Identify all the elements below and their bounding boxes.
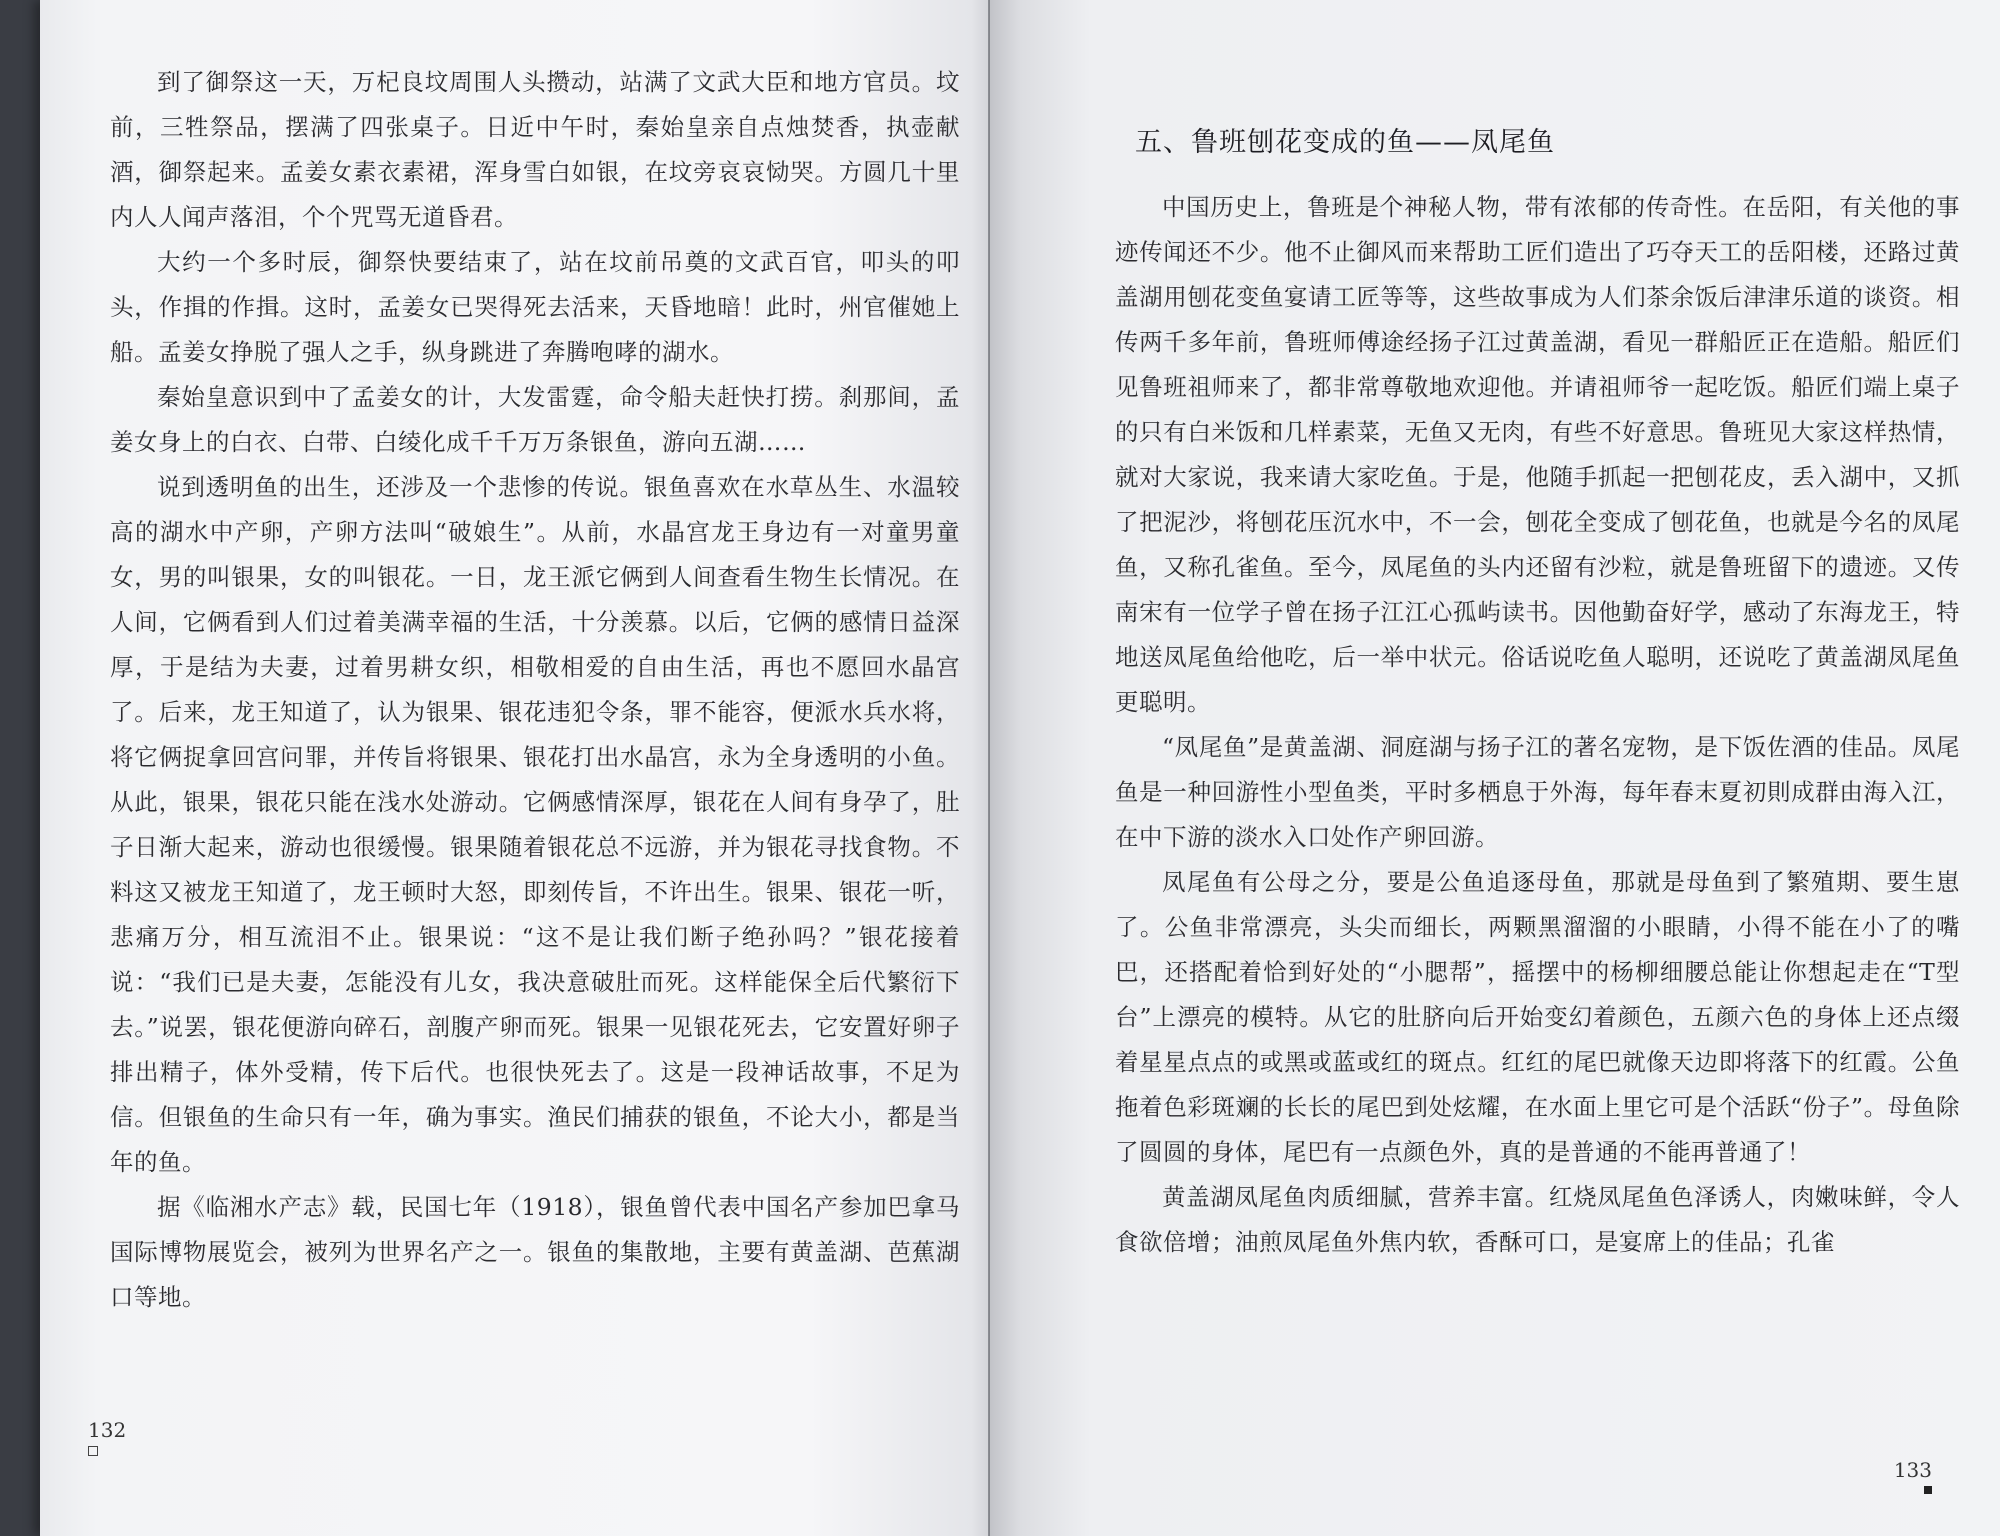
paragraph: 大约一个多时辰，御祭快要结束了，站在坟前吊奠的文武百官，叩头的叩头，作揖的作揖。这时，孟姜女已哭得死去活来，天昏地暗！此时，州官催她上船。孟姜女挣脱了强人之手，纵身跳进了奔腾咆哮的湖水。 bbox=[110, 248, 960, 366]
page-number bbox=[1894, 1458, 1932, 1494]
paragraph: 据《临湘水产志》载，民国七年（1918），银鱼曾代表中国名产参加巴拿马国际博物展览会，被列为世界名产之一。银鱼的集散地，主要有黄盖湖、芭蕉湖口等地。 bbox=[110, 1193, 960, 1311]
left-page bbox=[40, 0, 1000, 1536]
paragraph: 中国历史上，鲁班是个神秘人物，带有浓郁的传奇性。在岳阳，有关他的事迹传闻还不少。他不止御风而来帮助工匠们造出了巧夺天工的岳阳楼，还路过黄盖湖用刨花变鱼宴请工匠等等，这些故事成为人们茶余饭后津津乐道的谈资。相传两千多年前，鲁班师傅途经扬子江过黄盖湖，看见一群船匠正在造船。船匠们见鲁班祖师来了，都非常尊敬地欢迎他。并请祖师爷一起吃饭。船匠们端上桌子的只有白米饭和几样素菜，无鱼又无肉，有些不好意思。鲁班见大家这样热情，就对大家说，我来请大家吃鱼。于是，他随手抓起一把刨花皮，丢入湖中，又抓了把泥沙，将刨花压沉水中，不一会，刨花全变成了刨花鱼，也就是今名的凤尾鱼，又称孔雀鱼。至今，凤尾鱼的头内还留有沙粒，就是鲁班留下的遗迹。又传南宋有一位学子曾在扬子江江心孤屿读书。因他勤奋好学，感动了东海龙王，特地送凤尾鱼给他吃，后一举中状元。俗话说吃鱼人聪明，还说吃了黄盖湖凤尾鱼更聪明。 bbox=[1115, 193, 1960, 716]
paragraph: 到了御祭这一天，万杞良坟周围人头攒动，站满了文武大臣和地方官员。坟前，三牲祭品，摆满了四张桌子。日近中午时，秦始皇亲自点烛焚香，执壶献酒，御祭起来。孟姜女素衣素裙，浑身雪白如银，在坟旁哀哀恸哭。方圆几十里内人人闻声落泪，个个咒骂无道昏君。 bbox=[110, 68, 960, 231]
paragraph: 说到透明鱼的出生，还涉及一个悲惨的传说。银鱼喜欢在水草丛生、水温较高的湖水中产卵，产卵方法叫“破娘生”。从前，水晶宫龙王身边有一对童男童女，男的叫银果，女的叫银花。一日，龙王派它俩到人间查看生物生长情况。在人间，它俩看到人们过着美满幸福的生活，十分羡慕。以后，它俩的感情日益深厚，于是结为夫妻，过着男耕女织，相敬相爱的自由生活，再也不愿回水晶宫了。后来，龙王知道了，认为银果、银花违犯令条，罪不能容，便派水兵水将，将它俩捉拿回宫问罪，并传旨将银果、银花打出水晶宫，永为全身透明的小鱼。从此，银果，银花只能在浅水处游动。它俩感情深厚，银花在人间有身孕了，肚子日渐大起来，游动也很缓慢。银果随着银花总不远游，并为银花寻找食物。不料这又被龙王知道了，龙王顿时大怒，即刻传旨，不许出生。银果、银花一听，悲痛万分，相互流泪不止。银果说：“这不是让我们断子绝孙吗？”银花接着说：“我们已是夫妻，怎能没有儿女，我决意破肚而死。这样能保全后代繁衍下去。”说罢，银花便游向碎石，剖腹产卵而死。银果一见银花死去，它安置好卵子排出精子，体外受精，传下后代。也很快死去了。这是一段神话故事，不足为信。但银鱼的生命只有一年，确为事实。渔民们捕获的银鱼，不论大小，都是当年的鱼。 bbox=[110, 473, 960, 1176]
page-number bbox=[88, 1418, 126, 1456]
paragraph: 凤尾鱼有公母之分，要是公鱼追逐母鱼，那就是母鱼到了繁殖期、要生崽了。公鱼非常漂亮，头尖而细长，两颗黑溜溜的小眼睛，小得不能在小了的嘴巴，还搭配着恰到好处的“小腮帮”，摇摆中的杨柳细腰总能让你想起走在“T型台”上漂亮的模特。从它的肚脐向后开始变幻着颜色，五颜六色的身体上还点缀着星星点点的或黑或蓝或红的斑点。红红的尾巴就像天边即将落下的红霞。公鱼拖着色彩斑斓的长长的尾巴到处炫耀，在水面上里它可是个活跃“份子”。母鱼除了圆圆的身体，尾巴有一点颜色外，真的是普通的不能再普通了！ bbox=[1115, 868, 1960, 1166]
paragraph: 秦始皇意识到中了孟姜女的计，大发雷霆，命令船夫赶快打捞。刹那间，孟姜女身上的白衣、白带、白绫化成千千万万条银鱼，游向五湖…… bbox=[110, 383, 960, 456]
page-marker-icon bbox=[88, 1446, 98, 1456]
page-number-text: 133 bbox=[1893, 1458, 1932, 1482]
section-title: 五、鲁班刨花变成的鱼——凤尾鱼 bbox=[1135, 127, 1555, 158]
paragraph: “凤尾鱼”是黄盖湖、洞庭湖与扬子江的著名宠物，是下饭佐酒的佳品。凤尾鱼是一种回游性小型鱼类，平时多栖息于外海，每年春末夏初則成群由海入江，在中下游的淡水入口处作产卵回游。 bbox=[1115, 733, 1960, 851]
page-number-text: 132 bbox=[88, 1418, 127, 1442]
paragraph: 黄盖湖凤尾鱼肉质细腻，营养丰富。红烧凤尾鱼色泽诱人，肉嫩味鲜，令人食欲倍增；油煎凤尾鱼外焦内软，香酥可口，是宴席上的佳品；孔雀 bbox=[1115, 1183, 1960, 1256]
page-marker-icon bbox=[1924, 1486, 1932, 1494]
right-page bbox=[990, 0, 2000, 1536]
